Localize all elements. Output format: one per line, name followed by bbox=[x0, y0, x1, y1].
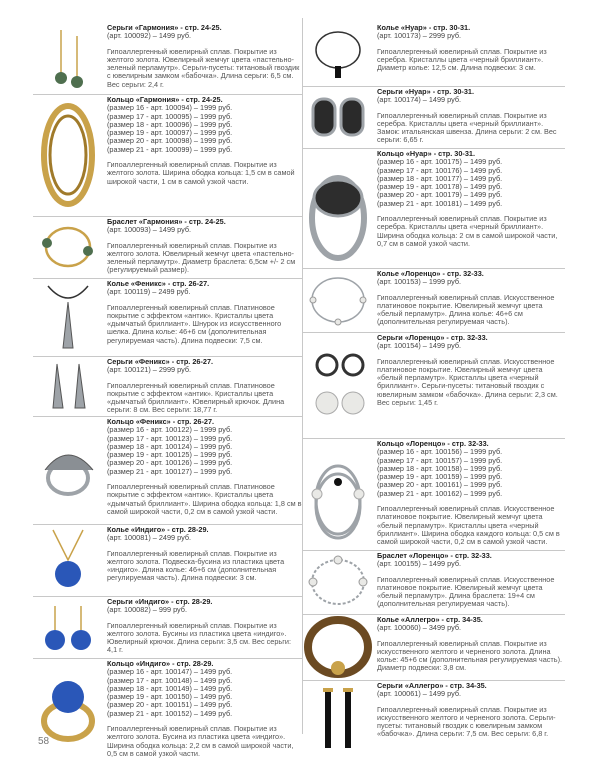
product-title: Колье «Нуар» - стр. 30-31. bbox=[377, 23, 471, 32]
pearl-hoop-earrings-icon bbox=[303, 334, 373, 436]
product-text bbox=[377, 88, 565, 145]
product-title: Колье «Аллегро» - стр. 34-35. bbox=[377, 615, 483, 624]
product-description: Гипоаллергенный ювелирный сплав. Платиновое покрытие с эффектом «антик». Кристаллы цвета «дымчатый бриллиант». Шнурок из искусственного шелка. Длина колье: 46+6 см (дополнительная регулируемая часть). Длина подвески: 7,5 см. bbox=[107, 302, 282, 345]
product-description: Гипоаллергенный ювелирный сплав. Искусственное платиновое покрытие. Ювелирный жемчуг цвета «белый перламутр». Кристаллы цвета «черный бриллиант». Серьги-пусеты: титановый гвоздик с ювелирным замком «бабочка». Длина серьги: 2,3 см. Вес серьги: 1,45 г. bbox=[377, 356, 558, 408]
product-sku-price: (размер 18 - арт. 100149) – 1499 руб. bbox=[107, 683, 233, 693]
product-item bbox=[33, 22, 303, 95]
product-title: Кольцо «Нуар» - стр. 30-31. bbox=[377, 149, 476, 158]
black-crystal-earrings-icon bbox=[303, 88, 373, 146]
product-sku-price: (размер 16 - арт. 100094) – 1999 руб. bbox=[107, 103, 233, 113]
blue-bead-earrings-icon bbox=[33, 598, 103, 656]
product-sku-price: (арт. 100119) – 2499 руб. bbox=[107, 287, 191, 297]
product-sku-price: (арт. 100153) – 1999 руб. bbox=[377, 277, 462, 287]
product-title: Кольцо «Феникс» - стр. 26-27. bbox=[107, 417, 215, 426]
product-text bbox=[377, 552, 565, 609]
product-description: Гипоаллергенный ювелирный сплав. Искусственное платиновое покрытие. Ювелирный жемчуг цвета «белый перламутр». Длина колье: 46+6 см (дополнительная регулируемая часть). bbox=[377, 292, 555, 327]
product-sku-price: (размер 18 - арт. 100096) – 1999 руб. bbox=[107, 119, 233, 129]
product-text bbox=[107, 218, 303, 275]
product-item bbox=[33, 356, 303, 417]
product-sku-price: (арт. 100093) – 1499 руб. bbox=[107, 225, 192, 235]
product-description: Гипоаллергенный ювелирный сплав. Платиновое покрытие с эффектом «антик». Кристаллы цвета «дымчатый бриллиант». Ширина ободка кольца: 1,8 см в самой широкой части, 0,2 см в самой узкой части. bbox=[107, 482, 302, 516]
product-text bbox=[107, 280, 303, 345]
product-title: Кольцо «Гармония» - стр. 24-25. bbox=[107, 95, 223, 104]
product-sku-price: (размер 19 - арт. 100159) – 1999 руб. bbox=[377, 472, 503, 482]
product-text bbox=[377, 270, 565, 327]
product-text bbox=[107, 96, 303, 186]
product-sku-price: (арт. 100061) – 1499 руб. bbox=[377, 689, 462, 699]
product-sku-price: (размер 20 - арт. 100098) – 1999 руб. bbox=[107, 136, 233, 146]
product-description: Гипоаллергенный ювелирный сплав. Покрытие из искусственного желтого и черненого золота. Серьги-пусеты: титановый гвоздик с ювелирным замком «бабочка». Длина серьги: 7,5 см. Вес серьги: 6,8 г. bbox=[377, 704, 556, 739]
product-sku-price: (размер 21 - арт. 100127) – 1999 руб. bbox=[107, 466, 233, 476]
product-sku-price: (арт. 100081) – 2499 руб. bbox=[107, 533, 192, 543]
product-sku-price: (арт. 100121) – 2999 руб. bbox=[107, 365, 192, 375]
product-item bbox=[303, 680, 565, 756]
product-sku-price: (арт. 100154) – 1499 руб. bbox=[377, 341, 462, 351]
product-item bbox=[303, 148, 565, 269]
multi-strand-necklace-icon bbox=[303, 616, 373, 678]
right-column bbox=[303, 22, 565, 741]
product-text bbox=[107, 418, 303, 516]
product-sku-price: (размер 16 - арт. 100147) – 1499 руб. bbox=[107, 667, 233, 677]
pearl-drop-earring-icon bbox=[33, 24, 103, 92]
product-description: Гипоаллергенный ювелирный сплав. Покрытие из серебра. Кристаллы цвета «черный бриллиант». Диаметр колье: 12,5 см. Длина подвески: 3 см. bbox=[377, 46, 547, 73]
product-description: Гипоаллергенный ювелирный сплав. Искусственное платиновое покрытие. Ювелирный жемчуг цвета «белый перламутр». Кристаллы цвета «черный бриллиант». Ширина ободка каждого кольца: 0,5 см в самой широкой части, 0,2 см в самой узкой части. bbox=[377, 504, 560, 547]
product-text bbox=[377, 334, 565, 407]
product-text bbox=[377, 682, 565, 739]
product-item bbox=[303, 438, 565, 551]
product-description: Гипоаллергенный ювелирный сплав. Покрытие из желтого золота. Бусина из пластика цвета «индиго». Ширина ободка кольца: 2,2 см в самой широкой части, 0,5 см в самой узкой части. bbox=[107, 724, 294, 758]
product-description: Гипоаллергенный ювелирный сплав. Покрытие из желтого золота. Бусины из пластика цвета «индиго». Ювелирный крючок. Длина серьги: 3,5 см. Вес серьги: 4,1 г. bbox=[107, 620, 291, 655]
product-item bbox=[303, 22, 565, 87]
product-text bbox=[107, 598, 303, 655]
product-item bbox=[33, 94, 303, 217]
product-sku-price: (размер 18 - арт. 100158) – 1999 руб. bbox=[377, 463, 503, 473]
choker-necklace-icon bbox=[303, 24, 373, 84]
product-title: Колье «Лоренцо» - стр. 32-33. bbox=[377, 269, 484, 278]
product-text bbox=[377, 616, 565, 673]
product-description: Гипоаллергенный ювелирный сплав. Покрытие из серебра. Кристаллы цвета «черный бриллиант». Ширина ободка кольца: 2 см в самой широкой части, 0,7 см в самой узкой части. bbox=[377, 214, 558, 248]
product-sku-price: (размер 21 - арт. 100181) – 1499 руб. bbox=[377, 198, 503, 208]
product-item bbox=[303, 268, 565, 333]
product-sku-price: (размер 20 - арт. 100126) – 1999 руб. bbox=[107, 458, 233, 468]
product-item bbox=[33, 596, 303, 659]
product-text bbox=[377, 440, 565, 547]
product-title: Кольцо «Лоренцо» - стр. 32-33. bbox=[377, 439, 489, 448]
product-item bbox=[33, 524, 303, 597]
product-sku-price: (размер 19 - арт. 100150) – 1499 руб. bbox=[107, 692, 233, 702]
product-sku-price: (арт. 100155) – 1499 руб. bbox=[377, 559, 462, 569]
product-sku-price: (арт. 100060) – 3499 руб. bbox=[377, 623, 462, 633]
product-sku-price: (размер 17 - арт. 100176) – 1499 руб. bbox=[377, 165, 503, 175]
product-sku-price: (размер 18 - арт. 100124) – 1999 руб. bbox=[107, 441, 233, 451]
pearl-stack-ring-icon bbox=[303, 440, 373, 548]
product-text bbox=[377, 24, 565, 72]
product-description: Гипоаллергенный ювелирный сплав. Покрытие из серебра. Кристаллы цвета «черный бриллиант». Замок: итальянская швенза. Длина серьги: 2 см. Вес серьги: 6,65 г. bbox=[377, 110, 557, 145]
gold-wrap-ring-icon bbox=[33, 96, 103, 214]
product-sku-price: (размер 20 - арт. 100151) – 1499 руб. bbox=[107, 700, 233, 710]
pearl-chain-necklace-icon bbox=[303, 270, 373, 330]
product-sku-price: (размер 17 - арт. 100123) – 1999 руб. bbox=[107, 433, 233, 443]
product-text bbox=[107, 660, 303, 758]
product-text bbox=[107, 24, 303, 89]
feather-earrings-icon bbox=[33, 358, 103, 414]
feather-ring-icon bbox=[33, 418, 103, 522]
product-item bbox=[303, 332, 565, 439]
product-sku-price: (размер 21 - арт. 100152) – 1499 руб. bbox=[107, 708, 233, 718]
product-item bbox=[303, 614, 565, 681]
product-item bbox=[303, 86, 565, 149]
product-sku-price: (размер 17 - арт. 100157) – 1999 руб. bbox=[377, 455, 503, 465]
product-description: Гипоаллергенный ювелирный сплав. Покрытие из желтого золота. Подвеска-бусина из пластика цвета «индиго». Длина колье: 46+6 см (дополнительная регулируемая часть). Длина подвески: 3 см. bbox=[107, 548, 285, 583]
product-sku-price: (размер 19 - арт. 100097) – 1999 руб. bbox=[107, 128, 233, 138]
product-title: Браслет «Лоренцо» - стр. 32-33. bbox=[377, 551, 492, 560]
product-sku-price: (размер 18 - арт. 100177) – 1499 руб. bbox=[377, 173, 503, 183]
product-sku-price: (размер 17 - арт. 100148) – 1499 руб. bbox=[107, 675, 233, 685]
product-item bbox=[33, 416, 303, 525]
product-sku-price: (размер 21 - арт. 100162) – 1999 руб. bbox=[377, 488, 503, 498]
product-sku-price: (арт. 100082) – 999 руб. bbox=[107, 605, 187, 615]
product-sku-price: (размер 20 - арт. 100179) – 1499 руб. bbox=[377, 190, 503, 200]
black-crystal-ring-icon bbox=[303, 150, 373, 266]
pearl-chain-bracelet-icon bbox=[303, 552, 373, 612]
product-sku-price: (арт. 100092) – 1499 руб. bbox=[107, 31, 192, 41]
product-title: Колье «Индиго» - стр. 28-29. bbox=[107, 525, 209, 534]
product-sku-price: (размер 16 - арт. 100175) – 1499 руб. bbox=[377, 157, 503, 167]
feather-necklace-icon bbox=[33, 280, 103, 354]
product-description: Гипоаллергенный ювелирный сплав. Искусственное платиновое покрытие. Ювелирный жемчуг цвета «белый перламутр». Длина браслета: 19+4 см (дополнительная регулируемая часть). bbox=[377, 574, 555, 609]
product-sku-price: (размер 19 - арт. 100125) – 1999 руб. bbox=[107, 450, 233, 460]
product-title: Колье «Феникс» - стр. 26-27. bbox=[107, 279, 210, 288]
product-title: Браслет «Гармония» - стр. 24-25. bbox=[107, 217, 226, 226]
product-title: Кольцо «Индиго» - стр. 28-29. bbox=[107, 659, 214, 668]
product-sku-price: (размер 16 - арт. 100122) – 1999 руб. bbox=[107, 425, 233, 435]
bar-drop-earrings-icon bbox=[303, 682, 373, 754]
product-sku-price: (размер 16 - арт. 100156) – 1999 руб. bbox=[377, 447, 503, 457]
product-description: Гипоаллергенный ювелирный сплав. Платиновое покрытие с эффектом «антик». Кристаллы цвета «дымчатый бриллиант». Ювелирный крючок. Длина серьги: 8 см. Вес серьги: 18,77 г. bbox=[107, 380, 285, 415]
product-sku-price: (размер 20 - арт. 100161) – 1999 руб. bbox=[377, 480, 503, 490]
product-text bbox=[107, 358, 303, 415]
product-sku-price: (размер 21 - арт. 100099) – 1999 руб. bbox=[107, 144, 233, 154]
product-title: Серьги «Феникс» - стр. 26-27. bbox=[107, 357, 214, 366]
product-title: Серьги «Гармония» - стр. 24-25. bbox=[107, 23, 222, 32]
product-description: Гипоаллергенный ювелирный сплав. Покрытие из желтого золота. Ювелирный жемчуг цвета «пастельно-зеленый перламутр». Диаметр браслета: 6,5см +/- 2 см (регулируемый размер). bbox=[107, 240, 296, 275]
product-title: Серьги «Лоренцо» - стр. 32-33. bbox=[377, 333, 488, 342]
product-description: Гипоаллергенный ювелирный сплав. Покрытие из желтого золота. Ювелирный жемчуг цвета «пастельно-зеленый перламутр». Серьги-пусеты: титановый гвоздик с ювелирным замком «бабочка». Длина серьги: 6,5 см. Вес серьги: 2,4 г. bbox=[107, 46, 300, 89]
product-item bbox=[33, 658, 303, 756]
product-sku-price: (размер 19 - арт. 100178) – 1499 руб. bbox=[377, 182, 503, 192]
pearl-bangle-icon bbox=[33, 218, 103, 276]
product-title: Серьги «Индиго» - стр. 28-29. bbox=[107, 597, 213, 606]
product-item bbox=[303, 550, 565, 615]
product-title: Серьги «Нуар» - стр. 30-31. bbox=[377, 87, 475, 96]
product-sku-price: (арт. 100174) – 1499 руб. bbox=[377, 95, 462, 105]
product-text bbox=[377, 150, 565, 248]
product-text bbox=[107, 526, 303, 583]
page-number: 58 bbox=[38, 736, 50, 747]
product-description: Гипоаллергенный ювелирный сплав. Покрытие из искусственного желтого и черненого золота. Длина колье: 45+6 см (дополнительная регулируемая часть). Диаметр подвески: 3,8 см. bbox=[377, 638, 563, 673]
product-sku-price: (арт. 100173) – 2999 руб. bbox=[377, 31, 462, 41]
blue-bead-necklace-icon bbox=[33, 526, 103, 594]
product-description: Гипоаллергенный ювелирный сплав. Покрытие из желтого золота. Ширина ободка кольца: 1,5 см в самой широкой части, 1 см в самой узкой части. bbox=[107, 160, 295, 186]
product-title: Серьги «Аллегро» - стр. 34-35. bbox=[377, 681, 487, 690]
product-item bbox=[33, 278, 303, 357]
product-sku-price: (размер 17 - арт. 100095) – 1999 руб. bbox=[107, 111, 233, 121]
product-item bbox=[33, 216, 303, 279]
